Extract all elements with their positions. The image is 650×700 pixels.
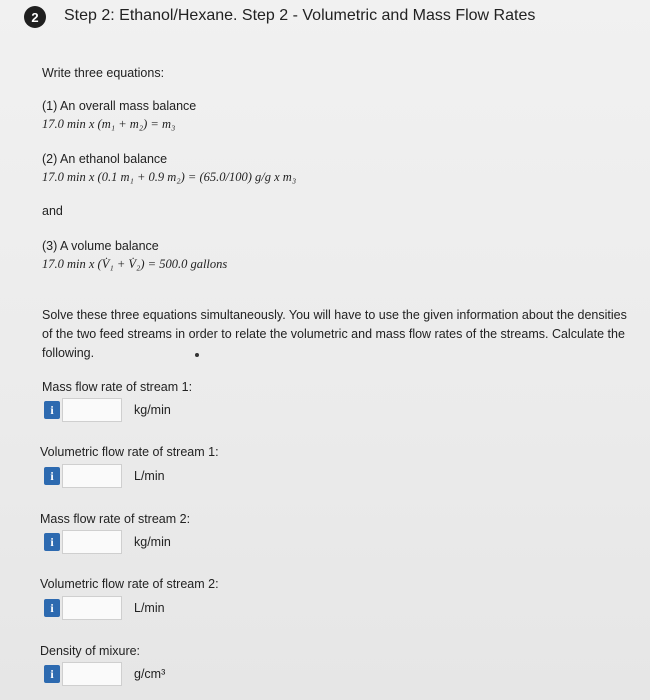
- equation-2-label: (2) An ethanol balance: [42, 152, 168, 166]
- info-icon[interactable]: i: [44, 599, 60, 617]
- equation-2-formula: 17.0 min x (0.1 m₁ + 0.9 m₂) = (65.0/100) g/g x m₃: [42, 170, 297, 184]
- question-1-field: [44, 398, 171, 422]
- equation-1-label: (1) An overall mass balance: [42, 99, 197, 113]
- intro-text: Write three equations:: [42, 66, 165, 80]
- unit-label: kg/min: [134, 535, 171, 549]
- density-of-mixture-input[interactable]: [62, 662, 122, 686]
- question-1-label: Mass flow rate of stream 1:: [42, 380, 193, 394]
- info-icon[interactable]: i: [44, 533, 60, 551]
- step-title: Step 2: Ethanol/Hexane. Step 2 - Volumetric and Mass Flow Rates: [64, 7, 536, 24]
- unit-label: kg/min: [134, 403, 171, 417]
- unit-label: L/min: [134, 469, 165, 483]
- question-5-field: [44, 662, 165, 686]
- info-icon[interactable]: i: [44, 665, 60, 683]
- question-4-label: Volumetric flow rate of stream 2:: [40, 577, 219, 591]
- unit-label: L/min: [134, 601, 165, 615]
- question-4-field: [44, 596, 165, 620]
- equation-1-formula: 17.0 min x (m₁ + m₂) = m₃: [42, 117, 176, 131]
- equation-3-formula: 17.0 min x (V̇₁ + V̇₂) = 500.0 gallons: [42, 257, 228, 271]
- question-3-label: Mass flow rate of stream 2:: [40, 512, 191, 526]
- question-3-field: [44, 530, 171, 554]
- question-2-label: Volumetric flow rate of stream 1:: [40, 445, 219, 459]
- step-number-badge: 2: [24, 6, 46, 28]
- unit-label: g/cm³: [134, 667, 166, 681]
- info-icon[interactable]: i: [44, 401, 60, 419]
- mass-flow-stream-1-input[interactable]: [62, 398, 122, 422]
- question-5-label: Density of mixure:: [40, 644, 141, 658]
- cursor-dot: [195, 353, 199, 357]
- mass-flow-stream-2-input[interactable]: [62, 530, 122, 554]
- equation-3-label: (3) A volume balance: [42, 239, 159, 253]
- volumetric-flow-stream-2-input[interactable]: [62, 596, 122, 620]
- info-icon[interactable]: i: [44, 467, 60, 485]
- question-2-field: [44, 464, 165, 488]
- and-text: and: [42, 204, 63, 218]
- volumetric-flow-stream-1-input[interactable]: [62, 464, 122, 488]
- instructions-text: Solve these three equations simultaneously. You will have to use the given information about the densities of the two feed streams in order to relate the volumetric and mass flow rates of the streams. Calculate the following.: [42, 308, 627, 360]
